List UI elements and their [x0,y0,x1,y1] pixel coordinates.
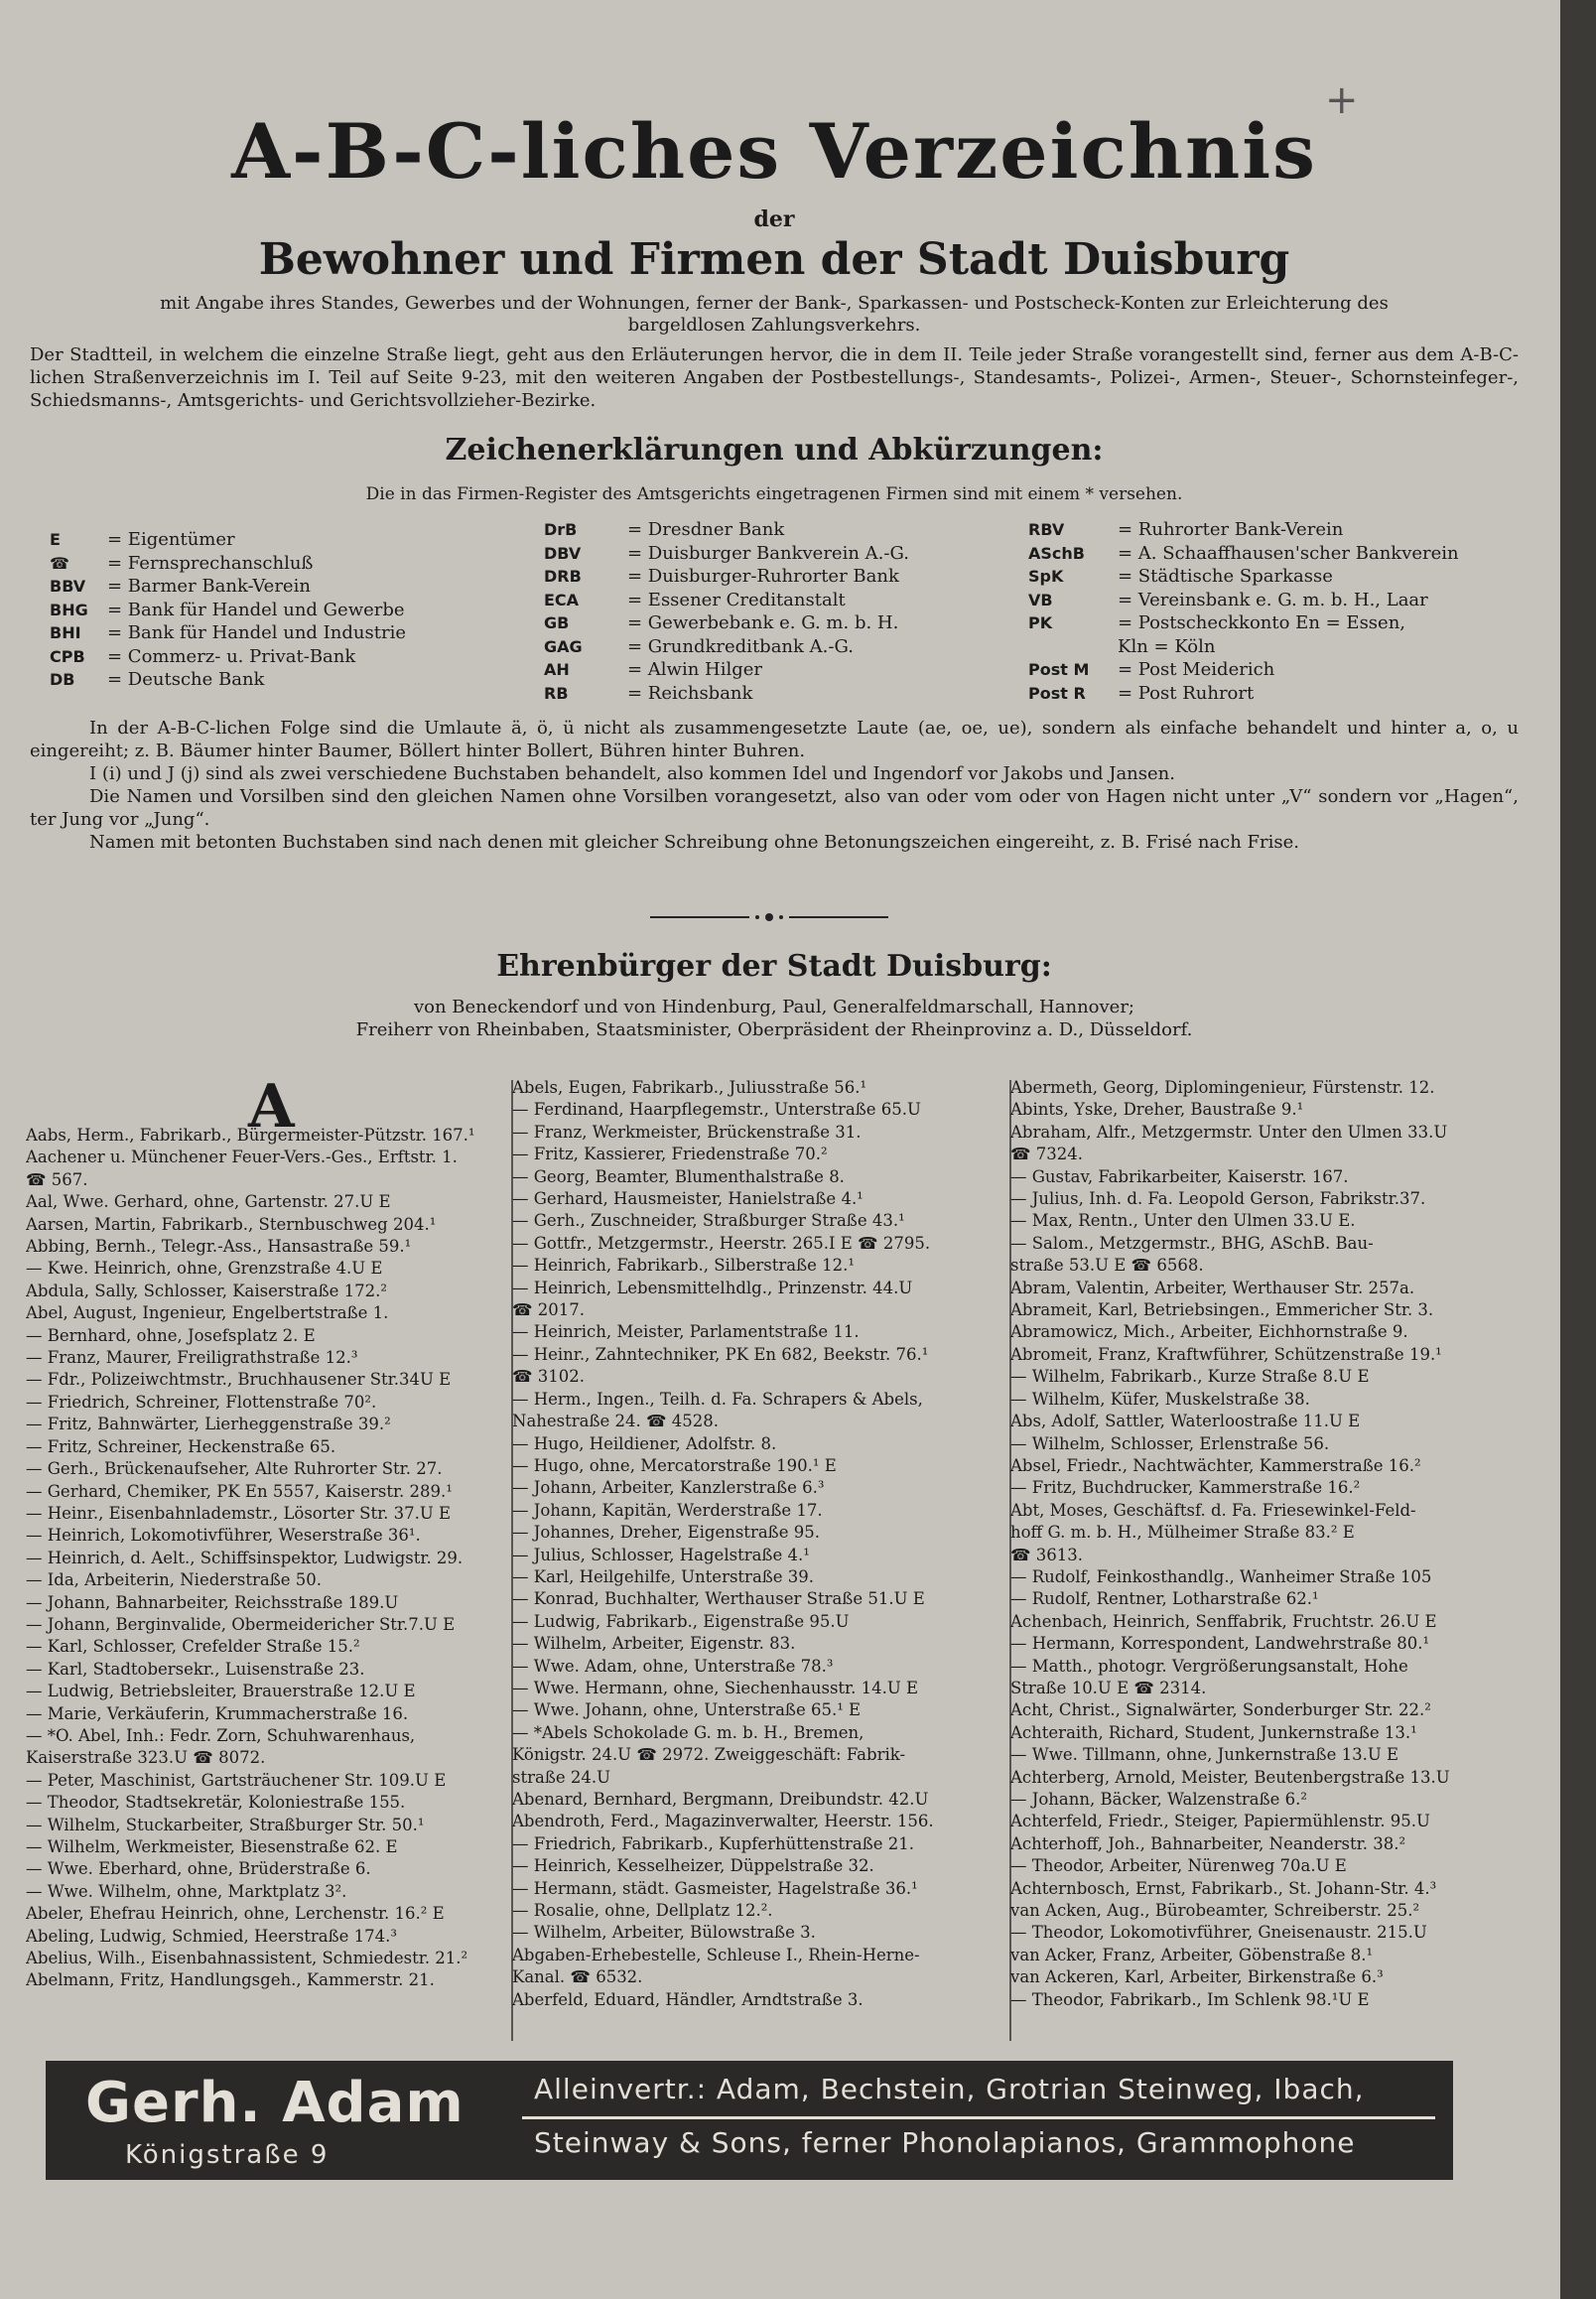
list-item: — Johann, Bahnarbeiter, Reichsstraße 189.U [26,1592,399,1612]
list-item: — Heinr., Zahntechniker, PK En 682, Beekstr. 76.¹ [512,1344,929,1364]
list-item: — Julius, Inh. d. Fa. Leopold Gerson, Fabrikstr.37. [1010,1189,1426,1209]
list-item: Abdula, Sally, Schlosser, Kaiserstraße 172.² [26,1281,387,1300]
abbr-value: = Dresdner Bank [627,519,785,540]
directory-column-1 [26,1125,518,1992]
list-item: Abbing, Bernh., Telegr.-Ass., Hansastraße 59.¹ [26,1237,412,1257]
abbr-value: = Barmer Bank-Verein [107,576,311,597]
list-item: — Fritz, Bahnwärter, Lierheggenstraße 39.² [26,1415,391,1434]
honorary-citizen-1: von Beneckendorf und von Hindenburg, Paul, Generalfeldmarschall, Hannover; [413,997,1134,1017]
list-item: — Theodor, Lokomotivführer, Gneisenaustr. 215.U [1010,1923,1427,1943]
abbr-key: GB [544,613,570,632]
abbr-value: = Eigentümer [107,529,235,550]
list-item: hoff G. m. b. H., Mülheimer Straße 83.² E [1010,1523,1355,1543]
list-item: — Wilhelm, Stuckarbeiter, Straßburger Str. 50.¹ [26,1815,425,1834]
list-item: — Theodor, Stadtsekretär, Koloniestraße 155. [26,1793,406,1813]
abbreviations-column-1 [50,528,406,692]
ad-company-name: Gerh. Adam [85,2071,465,2135]
list-item: Achterfeld, Friedr., Steiger, Papiermühlenstr. 95.U [1010,1812,1430,1831]
list-item: — Wwe. Johann, ohne, Unterstraße 65.¹ E [512,1700,862,1720]
abbr-key: DB [50,670,75,689]
list-item: Straße 10.U E ☎ 2314. [1010,1678,1207,1697]
list-item: Abraham, Alfr., Metzgermstr. Unter den Ulmen 33.U [1010,1122,1448,1142]
list-item: — Wilhelm, Werkmeister, Biesenstraße 62. E [26,1837,398,1856]
list-item: — Wwe. Adam, ohne, Unterstraße 78.³ [512,1656,834,1676]
abbr-row [544,611,909,635]
list-item: Achenbach, Heinrich, Senffabrik, Fruchtstr. 26.U E [1010,1611,1437,1631]
list-item: ☎ 3102. [512,1367,586,1387]
list-item: — Max, Rentn., Unter den Ulmen 33.U E. [1010,1211,1356,1231]
phone-icon: ☎ [50,553,69,573]
list-item: — Karl, Schlosser, Crefelder Straße 15.² [26,1637,360,1657]
directory-column-2 [512,1077,1010,2011]
list-item: Abeling, Ludwig, Schmied, Heerstraße 174.³ [26,1926,397,1946]
abbr-row [1028,611,1459,635]
list-item: Abenard, Bernhard, Bergmann, Dreibundstr. 42.U [512,1790,929,1809]
abbr-key: DrB [544,520,578,539]
abbr-row [1028,635,1459,659]
list-item: — Gottfr., Metzgermstr., Heerstr. 265.I E ☎ 2795. [512,1233,931,1253]
abbr-value: = Post Meiderich [1118,659,1275,680]
list-item: — Heinrich, d. Aelt., Schiffsinspektor, Ludwigstr. 29. [26,1548,464,1567]
list-item: Absel, Friedr., Nachtwächter, Kammerstraße 16.² [1010,1455,1421,1475]
list-item: Abram, Valentin, Arbeiter, Werthauser Str. 257a. [1010,1278,1415,1297]
abbr-value: = Deutsche Bank [107,669,265,690]
ad-address: Königstraße 9 [125,2140,330,2170]
list-item: — Ludwig, Fabrikarb., Eigenstraße 95.U [512,1611,850,1631]
abbr-key: PK [1028,613,1053,632]
page-title: A-B-C-liches Verzeichnis [231,107,1317,196]
abbr-key: ASchB [1028,543,1085,563]
abbr-row [50,645,406,669]
list-item: Abramowicz, Mich., Arbeiter, Eichhornstraße 9. [1010,1322,1408,1342]
list-item: — Heinrich, Fabrikarb., Silberstraße 12.¹ [512,1256,856,1276]
abbr-row [544,542,909,566]
abbr-key: ECA [544,590,580,609]
list-item: Abermeth, Georg, Diplomingenieur, Fürstenstr. 12. [1010,1078,1435,1097]
list-item: — Rudolf, Rentner, Lotharstraße 62.¹ [1010,1589,1319,1609]
list-item: Aachener u. Münchener Feuer-Vers.-Ges., Erftstr. 1. [26,1148,458,1167]
list-item: — Hermann, städt. Gasmeister, Hagelstraße 36.¹ [512,1878,918,1898]
list-item: — Wilhelm, Arbeiter, Eigenstr. 83. [512,1634,796,1654]
list-item: Abs, Adolf, Sattler, Waterloostraße 11.U E [1010,1412,1361,1431]
abbr-row [1028,518,1459,542]
honorary-citizens-title: Ehrenbürger der Stadt Duisburg: [496,949,1052,984]
abbr-row [50,599,406,622]
abbr-row [544,589,909,612]
section-letter: A [248,1072,295,1142]
list-item: Abel, August, Ingenieur, Engelbertstraße 1. [26,1303,389,1323]
abbr-key: Post M [1028,660,1090,679]
ad-divider [522,2116,1435,2119]
abbr-key: BHG [50,600,88,619]
list-item: Aarsen, Martin, Fabrikarb., Sternbuschweg 204.¹ [26,1214,437,1234]
abbr-row [544,682,909,706]
honorary-citizen-2: Freiherr von Rheinbaben, Staatsminister, Oberpräsident der Rheinprovinz a. D., Düsseldorf. [355,1019,1193,1040]
legend-subtitle: Die in das Firmen-Register des Amtsgerichts eingetragenen Firmen sind mit einem * versehen. [365,484,1183,504]
abbr-row [1028,658,1459,682]
rule-accents: Namen mit betonten Buchstaben sind nach denen mit gleicher Schreibung ohne Betonungszeichen eingereiht, z. B. Frisé nach Frise. [89,832,1300,853]
list-item: — Rudolf, Feinkosthandlg., Wanheimer Straße 105 [1010,1566,1432,1586]
list-item: — Franz, Werkmeister, Brückenstraße 31. [512,1122,862,1142]
abbr-row [50,552,406,576]
list-item: — Fritz, Kassierer, Friedenstraße 70.² [512,1145,828,1164]
list-item: — Gustav, Fabrikarbeiter, Kaiserstr. 167. [1010,1166,1349,1186]
abbr-value: = Grundkreditbank A.-G. [627,635,854,657]
list-item: Abeler, Ehefrau Heinrich, ohne, Lerchenstr. 16.² E [26,1904,445,1924]
title-article: der [753,206,795,232]
abbr-value: = Vereinsbank e. G. m. b. H., Laar [1118,589,1428,610]
list-item: — *O. Abel, Inh.: Fedr. Zorn, Schuhwarenhaus, [26,1725,416,1745]
list-item: — Karl, Stadtobersekr., Luisenstraße 23. [26,1659,365,1679]
list-item: ☎ 7324. [1010,1145,1084,1164]
abbr-key: E [50,530,61,549]
list-item: — Johann, Bäcker, Walzenstraße 6.² [1010,1790,1307,1809]
abbr-row [1028,565,1459,589]
list-item: straße 53.U E ☎ 6568. [1010,1256,1204,1276]
list-item: — Friedrich, Fabrikarb., Kupferhüttenstraße 21. [512,1833,915,1853]
list-item: Nahestraße 24. ☎ 4528. [512,1412,720,1431]
list-item: — Wilhelm, Schlosser, Erlenstraße 56. [1010,1433,1330,1453]
list-item: — Kwe. Heinrich, ohne, Grenzstraße 4.U E [26,1259,383,1279]
intro-line-2: bargeldlosen Zahlungsverkehrs. [627,315,921,336]
list-item: — Hugo, ohne, Mercatorstraße 190.¹ E [512,1455,837,1475]
list-item: — Ida, Arbeiterin, Niederstraße 50. [26,1570,323,1590]
list-item: — *Abels Schokolade G. m. b. H., Bremen, [512,1722,864,1742]
abbr-row [544,635,909,659]
intro-paragraph: Der Stadtteil, in welchem die einzelne Straße liegt, geht aus den Erläuterungen hervor, die in dem II. Teile jeder Straße vorangestellt sind, ferner aus dem A-B-C-lichen Straßenverzeichnis im I. Teil auf Seite 9-23, mit den weiteren Angaben der Postbestellungs-, Standesamts-, Polizei-, Armen-, Steuer-, Schornsteinfeger-, Schiedsmanns-, Amtsgerichts- und Gerichtsvollzieher-Bezirke. [30,344,1519,411]
list-item: ☎ 3613. [1010,1545,1084,1564]
list-item: — Wilhelm, Küfer, Muskelstraße 38. [1010,1389,1310,1409]
list-item: — Wwe. Hermann, ohne, Siechenhausstr. 14.U E [512,1678,919,1697]
list-item: — Julius, Schlosser, Hagelstraße 4.¹ [512,1545,810,1564]
list-item: — Johannes, Dreher, Eigenstraße 95. [512,1523,820,1543]
list-item: — Wwe. Wilhelm, ohne, Marktplatz 3². [26,1881,347,1901]
list-item: — Gerhard, Hausmeister, Hanielstraße 4.¹ [512,1189,864,1209]
abbr-value: = Alwin Hilger [627,659,763,680]
list-item: Abt, Moses, Geschäftsf. d. Fa. Friesewinkel-Feld- [1010,1500,1416,1520]
abbreviations-column-3 [1028,518,1459,705]
rule-umlaut: In der A-B-C-lichen Folge sind die Umlaute ä, ö, ü nicht als zusammengesetzte Laute (ae, oe, ue), sondern als einfache behandelt und hinter a, o, u eingereiht; z. B. Bäumer hinter Baumer, Böllert hinter Bollert, Bühren hinter Buhren. [30,718,1519,761]
abbr-row [50,668,406,692]
list-item: Aabs, Herm., Fabrikarb., Bürgermeister-Pützstr. 167.¹ [26,1126,475,1145]
abbr-row [50,528,406,552]
list-item: — Marie, Verkäuferin, Krummacherstraße 16. [26,1703,409,1723]
list-item: Abrameit, Karl, Betriebsingen., Emmericher Str. 3. [1010,1300,1434,1320]
list-item: Abromeit, Franz, Kraftwführer, Schützenstraße 19.¹ [1010,1344,1442,1364]
list-item: — Theodor, Arbeiter, Nürenweg 70a.U E [1010,1856,1347,1876]
abbr-row [50,575,406,599]
abbr-row [544,565,909,589]
abbr-value: = Postscheckkonto En = Essen, [1118,612,1406,633]
abbr-key: DRB [544,567,582,586]
abbr-value: = Reichsbank [627,682,753,704]
list-item: Abendroth, Ferd., Magazinverwalter, Heerstr. 156. [512,1812,934,1831]
list-item: — Gerhard, Chemiker, PK En 5557, Kaiserstr. 289.¹ [26,1481,453,1501]
abbr-row [544,658,909,682]
list-item: — Rosalie, ohne, Dellplatz 12.². [512,1901,773,1921]
list-item: — Fdr., Polizeiwchtmstr., Bruchhausener Str.34U E [26,1370,452,1390]
list-item: Abels, Eugen, Fabrikarb., Juliusstraße 56.¹ [512,1078,867,1097]
abbr-value: = Gewerbebank e. G. m. b. H. [627,612,899,633]
list-item: — Bernhard, ohne, Josefsplatz 2. E [26,1325,316,1345]
rule-prefixes: Die Namen und Vorsilben sind den gleichen Namen ohne Vorsilben vorangesetzt, also van oder vom oder von Hagen nicht unter „V“ sondern vor „Hagen“, ter Jung vor „Jung“. [30,786,1519,830]
abbr-row [1028,682,1459,706]
abbr-value: = Duisburger Bankverein A.-G. [627,542,909,564]
abbr-row [544,518,909,542]
list-item: — Gerh., Brückenaufseher, Alte Ruhrorter Str. 27. [26,1459,443,1479]
abbr-row [1028,542,1459,566]
list-item: — Fritz, Schreiner, Heckenstraße 65. [26,1436,336,1456]
abbr-key: RB [544,683,569,703]
page-subtitle: Bewohner und Firmen der Stadt Duisburg [258,234,1290,285]
directory-column-3 [1010,1077,1481,2011]
list-item: Kanal. ☎ 6532. [512,1967,643,1987]
list-item: — Johann, Kapitän, Werderstraße 17. [512,1500,823,1520]
legend-title: Zeichenerklärungen und Abkürzungen: [445,433,1104,468]
abbr-value: = Commerz- u. Privat-Bank [107,645,356,667]
abbr-value: = Ruhrorter Bank-Verein [1118,519,1344,540]
abbr-key: Post R [1028,683,1086,703]
abbr-value: = Bank für Handel und Industrie [107,622,406,643]
list-item: Aberfeld, Eduard, Händler, Arndtstraße 3. [512,1989,864,2009]
abbreviations-column-2 [544,518,909,705]
list-item: — Heinr., Eisenbahnlademstr., Lösorter Str. 37.U E [26,1503,452,1523]
abbr-key: GAG [544,636,583,656]
abbr-value: = A. Schaaffhausen'scher Bankverein [1118,542,1459,564]
list-item: — Hermann, Korrespondent, Landwehrstraße 80.¹ [1010,1634,1430,1654]
list-item: — Johann, Berginvalide, Obermeidericher Str.7.U E [26,1614,456,1634]
list-item: Abelmann, Fritz, Handlungsgeh., Kammerstr. 21. [26,1970,435,1990]
list-item: — Franz, Maurer, Freiligrathstraße 12.³ [26,1348,358,1368]
list-item: straße 24.U [512,1767,610,1787]
list-item: — Johann, Arbeiter, Kanzlerstraße 6.³ [512,1478,825,1498]
list-item: — Wilhelm, Arbeiter, Bülowstraße 3. [512,1923,816,1943]
list-item: Achterhoff, Joh., Bahnarbeiter, Neanderstr. 38.² [1010,1833,1406,1853]
abbr-value: = Städtische Sparkasse [1118,566,1333,587]
list-item: Kaiserstraße 323.U ☎ 8072. [26,1748,266,1768]
list-item: ☎ 567. [26,1169,88,1189]
list-item: — Georg, Beamter, Blumenthalstraße 8. [512,1166,845,1186]
list-item: — Karl, Heilgehilfe, Unterstraße 39. [512,1566,815,1586]
list-item: — Herm., Ingen., Teilh. d. Fa. Schrapers & Abels, [512,1389,923,1409]
list-item: — Hugo, Heildiener, Adolfstr. 8. [512,1433,777,1453]
abbr-value: = Essener Creditanstalt [627,589,846,610]
ad-brands-line-2: Steinway & Sons, ferner Phonolapianos, Grammophone [534,2126,1356,2159]
ad-brands-line-1: Alleinvertr.: Adam, Bechstein, Grotrian Steinweg, Ibach, [534,2073,1365,2105]
list-item: Achterberg, Arnold, Meister, Beutenbergstraße 13.U [1010,1767,1450,1787]
abbr-value: = Duisburger-Ruhrorter Bank [627,566,899,587]
list-item: ☎ 2017. [512,1300,586,1320]
intro-line-1: mit Angabe ihres Standes, Gewerbes und der Wohnungen, ferner der Bank-, Sparkassen- und Postscheck-Konten zur Erleichterung des [160,293,1389,314]
list-item: — Heinrich, Lebensmittelhdlg., Prinzenstr. 44.U [512,1278,913,1297]
list-item: Abgaben-Erhebestelle, Schleuse I., Rhein-Herne- [512,1945,920,1964]
list-item: — Friedrich, Schreiner, Flottenstraße 70². [26,1392,377,1412]
abbr-key: VB [1028,590,1053,609]
page-edge [1560,0,1596,2299]
list-item: — Matth., photogr. Vergrößerungsanstalt, Hohe [1010,1656,1408,1676]
list-item: — Wwe. Tillmann, ohne, Junkernstraße 13.U E [1010,1745,1399,1765]
list-item: — Theodor, Fabrikarb., Im Schlenk 98.¹U E [1010,1989,1370,2009]
abbr-key: BHI [50,623,81,642]
ornament-divider [650,910,888,924]
advertisement-banner [46,2061,1453,2180]
list-item: Aal, Wwe. Gerhard, ohne, Gartenstr. 27.U E [26,1192,391,1212]
list-item: Achteraith, Richard, Student, Junkernstraße 13.¹ [1010,1722,1417,1742]
abbr-key: RBV [1028,520,1065,539]
list-item: — Konrad, Buchhalter, Werthauser Straße 51.U E [512,1589,925,1609]
abbr-key: AH [544,660,570,679]
list-item: — Ferdinand, Haarpflegemstr., Unterstraße 65.U [512,1100,921,1120]
list-item: — Wwe. Eberhard, ohne, Brüderstraße 6. [26,1859,371,1879]
list-item: — Ludwig, Betriebsleiter, Brauerstraße 12.U E [26,1682,416,1701]
list-item: — Heinrich, Kesselheizer, Düppelstraße 32. [512,1856,874,1876]
abbr-value: Kln = Köln [1118,635,1216,657]
list-item: — Peter, Maschinist, Gartsträuchener Str. 109.U E [26,1770,447,1790]
sorting-rules [30,717,1519,854]
abbr-value: = Post Ruhrort [1118,682,1255,704]
list-item: — Wilhelm, Fabrikarb., Kurze Straße 8.U E [1010,1367,1370,1387]
abbr-key: CPB [50,646,85,666]
list-item: Abints, Yske, Dreher, Baustraße 9.¹ [1010,1100,1304,1120]
list-item: — Heinrich, Lokomotivführer, Weserstraße 36¹. [26,1526,421,1546]
list-item: — Heinrich, Meister, Parlamentstraße 11. [512,1322,860,1342]
abbr-key: DBV [544,543,582,563]
list-item: Abelius, Wilh., Eisenbahnassistent, Schmiedestr. 21.² [26,1949,468,1968]
abbr-value: = Bank für Handel und Gewerbe [107,599,405,620]
list-item: — Salom., Metzgermstr., BHG, ASchB. Bau- [1010,1233,1374,1253]
abbr-key: SpK [1028,567,1064,586]
list-item: van Acker, Franz, Arbeiter, Göbenstraße 8.¹ [1010,1945,1374,1964]
list-item: Acht, Christ., Signalwärter, Sonderburger Str. 22.² [1010,1700,1431,1720]
list-item: van Ackeren, Karl, Arbeiter, Birkenstraße 6.³ [1010,1967,1384,1987]
abbr-row [50,621,406,645]
list-item: Achternbosch, Ernst, Fabrikarb., St. Johann-Str. 4.³ [1010,1878,1437,1898]
abbr-row [1028,589,1459,612]
list-item: Königstr. 24.U ☎ 2972. Zweiggeschäft: Fabrik- [512,1745,906,1765]
rule-ij: I (i) und J (j) sind als zwei verschiedene Buchstaben behandelt, also kommen Idel und Ingendorf vor Jakobs und Jansen. [89,763,1175,784]
abbr-value: = Fernsprechanschluß [107,552,314,574]
list-item: — Gerh., Zuschneider, Straßburger Straße 43.¹ [512,1211,905,1231]
list-item: van Acken, Aug., Bürobeamter, Schreiberstr. 25.² [1010,1901,1420,1921]
list-item: — Fritz, Buchdrucker, Kammerstraße 16.² [1010,1478,1361,1498]
abbr-key: BBV [50,577,86,596]
handwritten-mark: + [1325,77,1359,123]
